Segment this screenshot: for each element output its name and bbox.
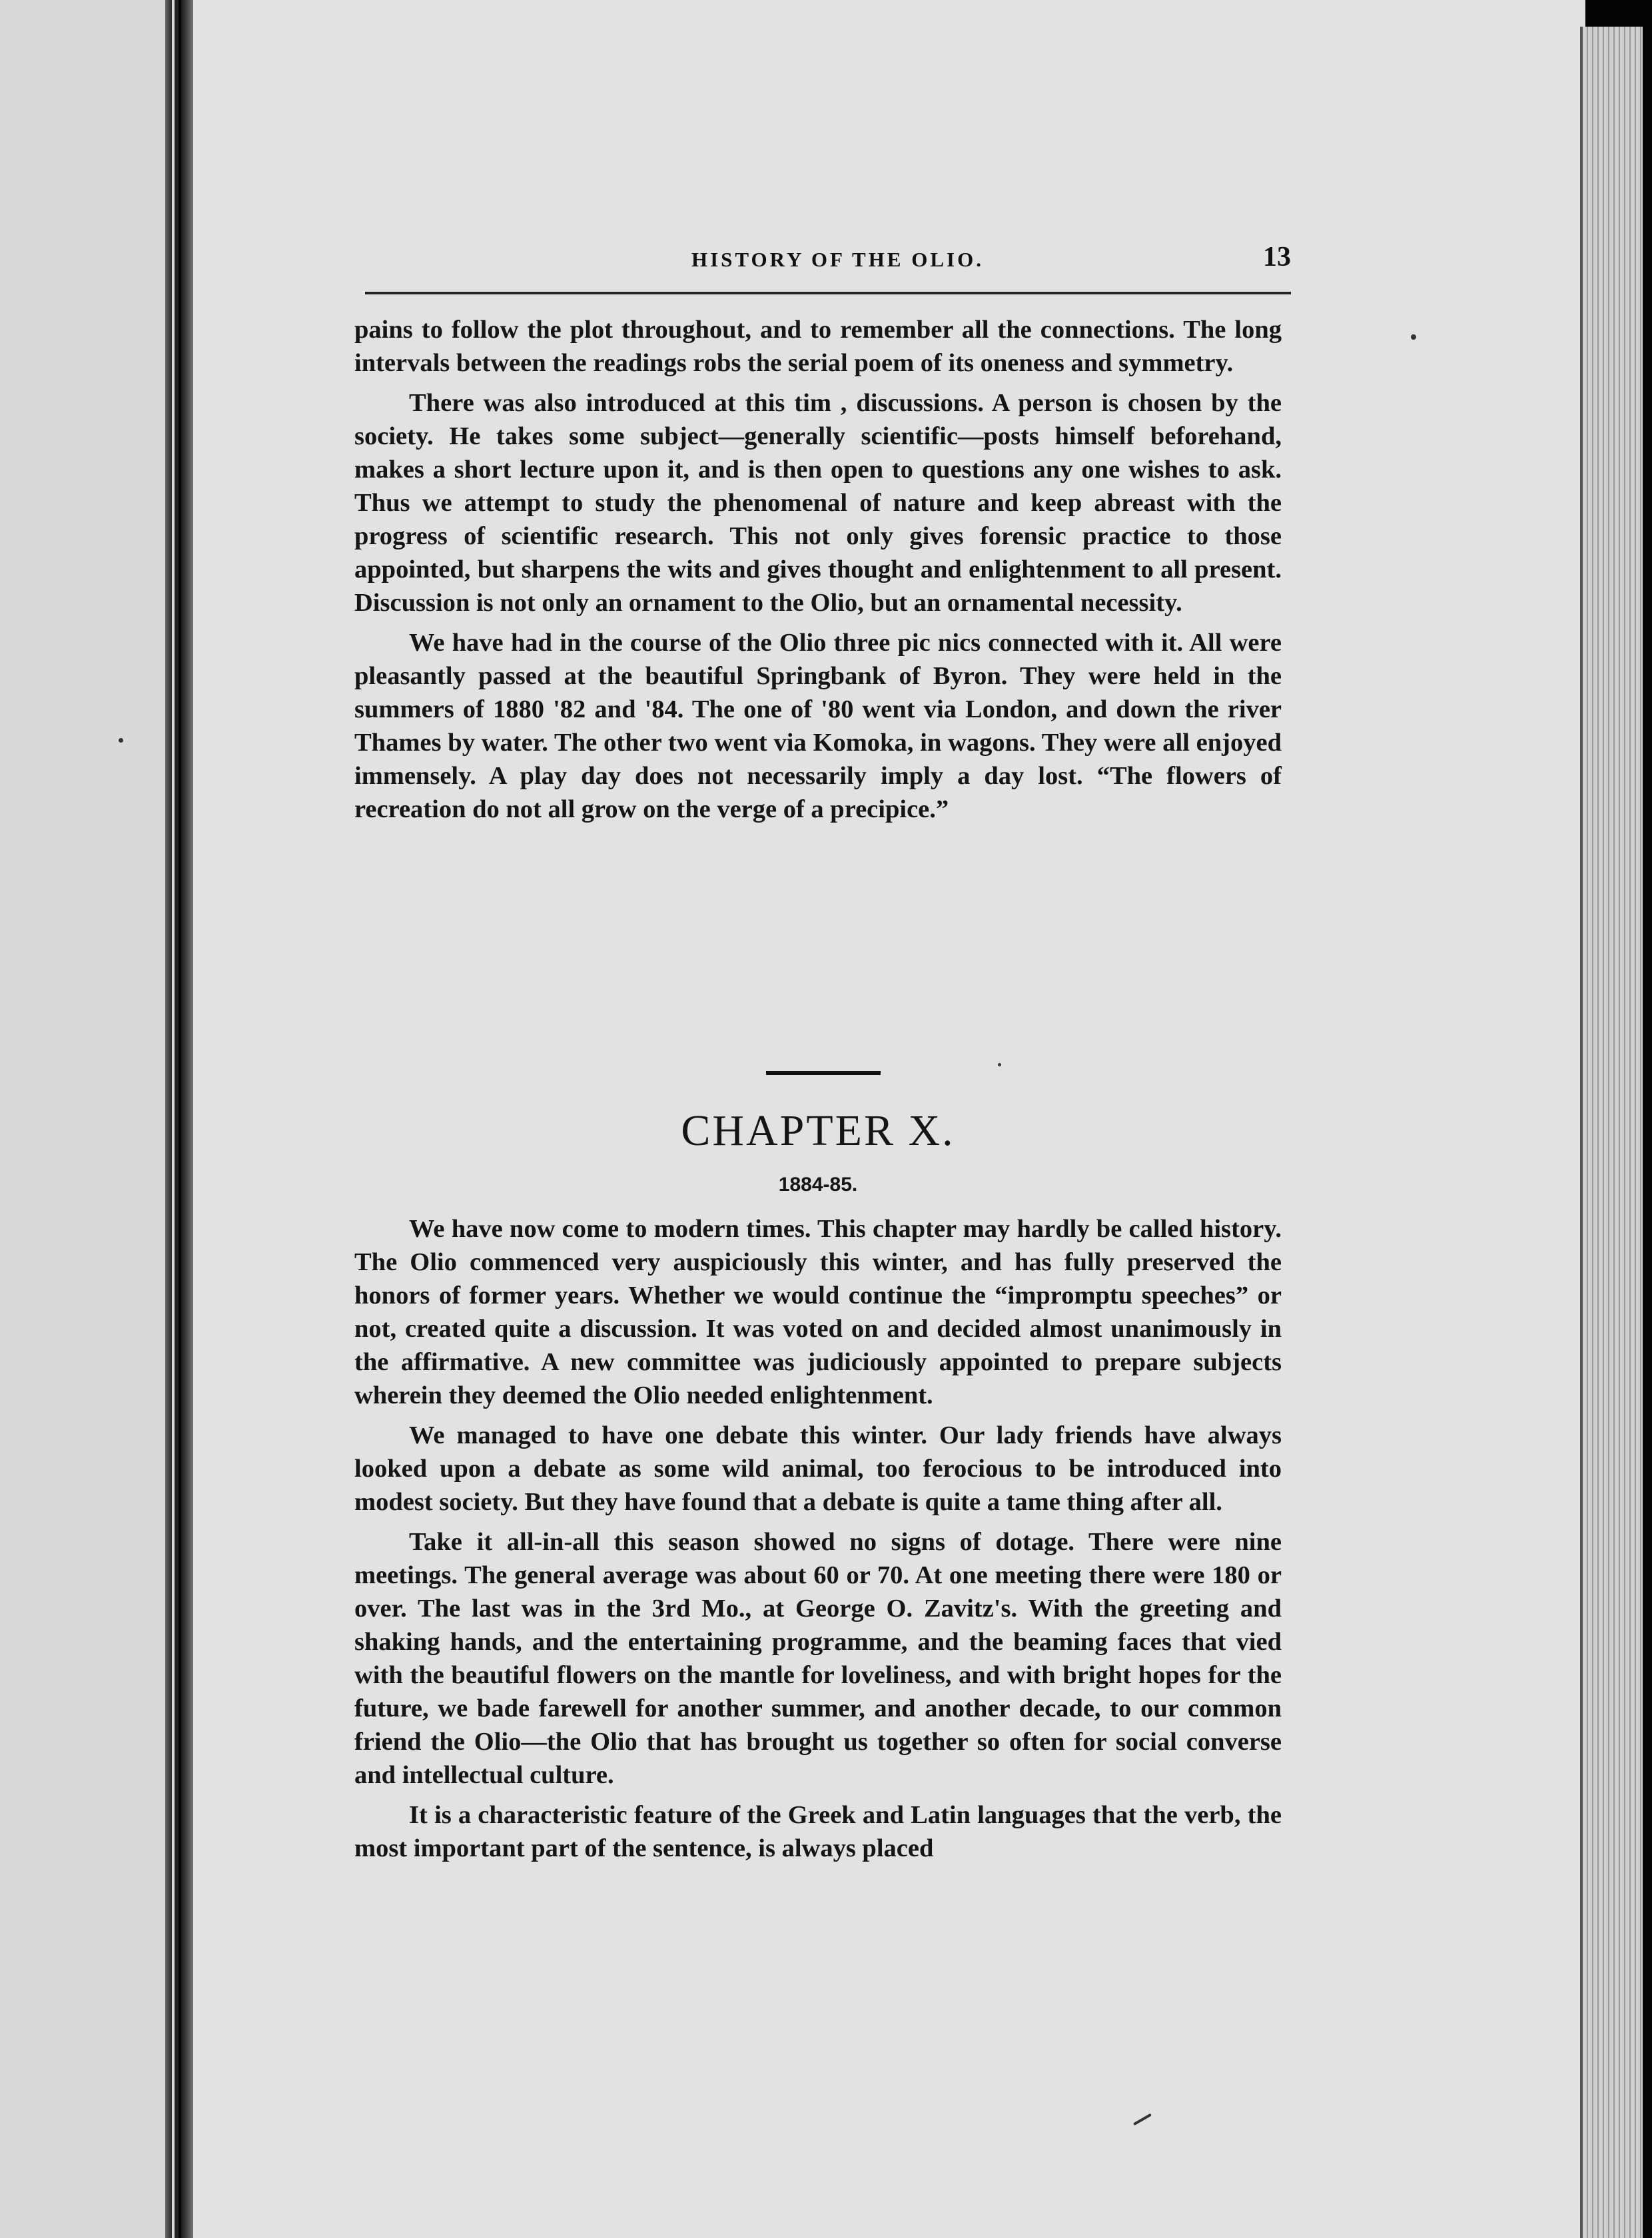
chapter-title: CHAPTER X. [681, 1106, 955, 1155]
paragraph: pains to follow the plot throughout, and to remember all the connections. The long intervals between the readings robs the serial poem of its oneness and symmetry. [354, 316, 1282, 377]
book-gutter [165, 0, 172, 2238]
page-stack-edge [1580, 27, 1643, 2238]
chapter-years: 1884-85. [778, 1174, 858, 1196]
paragraph: We have now come to modern times. This chapter may hardly be called history. The Olio commenced very auspiciously this winter, and has fully preserved the honors of former years. Whether we would continue the “impromptu speeches” or not, created quite a discussion. It was voted on and decided almost unanimously in the affirmative. A new committee was judiciously appointed to prepare subjects wherein they deemed the Olio needed enlightenment. [354, 1215, 1282, 1409]
paragraph: Take it all-in-all this season showed no signs of dotage. There were nine meetings. The general average was about 60 or 70. At one meeting there were 180 or over. The last was in the 3rd Mo., at George O. Zavitz's. With the greeting and shaking hands, and the entertaining programme, and the beaming faces that vied with the beautiful flowers on the mantle for loveliness, and with bright hopes for the future, we bade farewell for another summer, and another decade, to our common friend the Olio—the Olio that has brought us together so often for social converse and intellectual culture. [354, 1528, 1282, 1789]
header-rule [365, 292, 1291, 294]
paragraph: It is a characteristic feature of the Greek and Latin languages that the verb, the most important part of the sentence, is always placed [354, 1801, 1282, 1862]
section-one-text [354, 313, 1282, 826]
facing-page-edge [0, 0, 179, 2238]
paragraph: We managed to have one debate this winter. Our lady friends have always looked upon a debate as some wild animal, too ferocious to be introduced into modest society. But they have found that a debate is quite a tame thing after all. [354, 1421, 1282, 1516]
paragraph: There was also introduced at this tim , discussions. A person is chosen by the society. He takes some subject—generally scientific—posts himself beforehand, makes a short lecture upon it, and is then open to questions any one wishes to ask. Thus we attempt to study the phenomenal of nature and keep abreast with the progress of scientific research. This not only gives forensic practice to those appointed, but sharpens the wits and gives thought and enlightenment to all present. Discussion is not only an ornament to the Olio, but an ornamental necessity. [354, 389, 1282, 617]
page-number: 13 [1263, 242, 1291, 272]
chapter-divider [766, 1071, 881, 1075]
paragraph: We have had in the course of the Olio three pic nics connected with it. All were pleasantly passed at the beautiful Springbank of Byron. They were held in the summers of 1880 '82 and '84. The one of '80 went via London, and down the river Thames by water. The other two went via Komoka, in wagons. They were all enjoyed immensely. A play day does not necessarily imply a day lost. “The flowers of recreation do not all grow on the verge of a precipice.” [354, 629, 1282, 823]
chapter-text [354, 1212, 1282, 1865]
running-title: HISTORY OF THE OLIO. [691, 248, 984, 271]
running-header [365, 241, 1291, 288]
